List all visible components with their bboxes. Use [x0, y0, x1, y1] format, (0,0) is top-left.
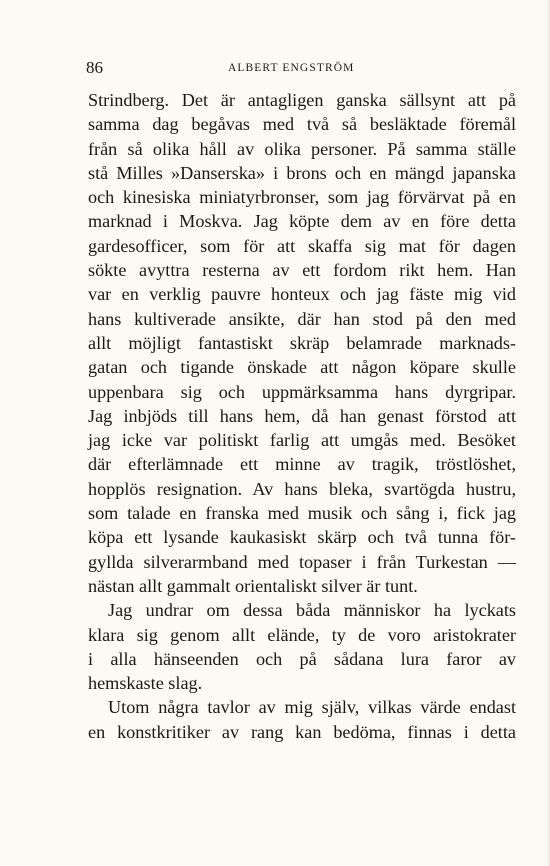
text-line: Strindberg. Det är antagligen ganska sällsynt att på [88, 90, 516, 110]
text-line: var en verklig pauvre honteux och jag fäste mig vid [88, 284, 516, 305]
text-line: hopplös resignation. Av hans bleka, svartögda hustru, [88, 478, 516, 499]
text-line: gyllda silverarmband med topaser i från Turkestan — [88, 551, 516, 572]
page-edge-shadow [546, 0, 550, 866]
text-line: allt möjligt fantastiskt skräp belamrade marknads- [88, 332, 516, 353]
text-line: gatan och tigande önskade att någon köpare skulle [88, 357, 516, 378]
text-line: en konstkritiker av rang kan bedöma, finnas i detta [88, 721, 516, 742]
text-line: gardesofficer, som för att skaffa sig mat för dagen [88, 235, 516, 256]
text-line: Utom några tavlor av mig själv, vilkas värde endast [108, 697, 516, 718]
text-line: sökte avyttra resterna av ett fordom rikt hem. Han [88, 260, 516, 281]
text-line: där efterlämnade ett minne av tragik, tröstlöshet, [88, 454, 516, 475]
text-line: i alla hänseenden och på sådana lura faror av [88, 648, 516, 669]
text-line: och kinesiska miniatyrbronser, som jag förvärvat på en [88, 187, 516, 208]
body-text [88, 88, 516, 744]
page-number: 86 [86, 58, 103, 77]
text-line: från så olika håll av olika personer. På samma ställe [88, 138, 516, 159]
text-line: samma dag begåvas med två så besläktade föremål [88, 114, 516, 135]
page-header [86, 58, 516, 82]
text-line: marknad i Moskva. Jag köpte dem av en före detta [88, 211, 516, 232]
text-line: Jag undrar om dessa båda människor ha lyckats [108, 600, 516, 621]
text-line: klara sig genom allt elände, ty de voro aristokrater [88, 624, 516, 645]
text-line: Jag inbjöds till hans hem, då han genast förstod att [88, 405, 516, 426]
text-line: uppenbara sig och uppmärksamma hans dyrgripar. [88, 381, 516, 402]
text-line: hans kultiverade ansikte, där han stod på den med [88, 308, 516, 329]
text-line: köpa ett lysande kaukasiskt skärp och två tunna för- [88, 527, 516, 548]
text-line: stå Milles »Danserska» i brons och en mängd japanska [88, 162, 516, 183]
running-head: ALBERT ENGSTRÖM [228, 62, 355, 74]
text-line: som talade en franska med musik och sång i, fick jag [88, 503, 516, 524]
text-line: jag icke var politiskt farlig att umgås med. Besöket [88, 430, 516, 451]
text-line: nästan allt gammalt orientaliskt silver är tunt. [88, 575, 418, 596]
text-line: hemskaste slag. [88, 673, 203, 694]
